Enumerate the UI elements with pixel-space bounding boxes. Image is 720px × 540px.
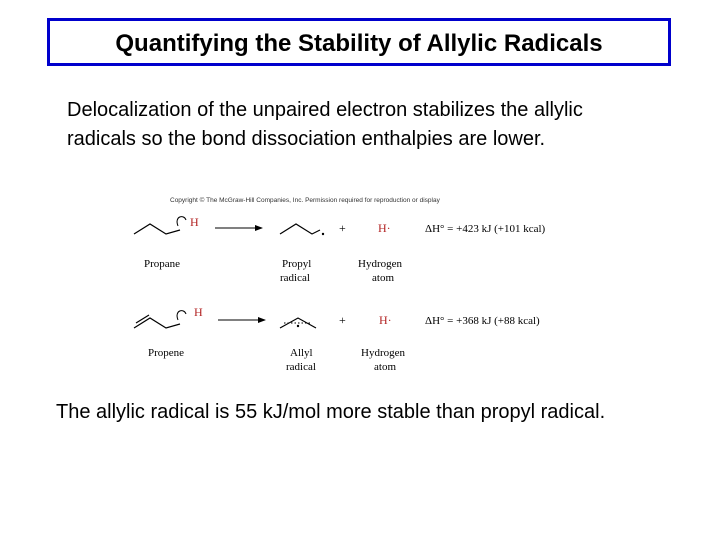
propene-curved-arrow bbox=[177, 311, 186, 320]
title-box bbox=[47, 18, 671, 66]
propene-double-bond bbox=[136, 315, 149, 323]
reaction2-hydrogen: H· bbox=[379, 313, 392, 327]
copyright-text: Copyright © The McGraw-Hill Companies, Inc. Permission required for reproduction or display bbox=[170, 197, 440, 204]
hydrogen1-label-line1: Hydrogen bbox=[358, 258, 402, 270]
reaction1-enthalpy: ΔH° = +423 kJ (+101 kcal) bbox=[425, 223, 546, 235]
propane-label: Propane bbox=[144, 258, 181, 270]
allyl-label-line2: radical bbox=[286, 361, 316, 373]
propyl-radical-skeleton bbox=[280, 224, 320, 234]
reaction2-enthalpy: ΔH° = +368 kJ (+88 kcal) bbox=[425, 315, 540, 327]
propane-h-label: H bbox=[190, 215, 199, 229]
allyl-radical-dot bbox=[297, 325, 299, 327]
hydrogen1-label-line2: atom bbox=[372, 272, 394, 284]
intro-text: Delocalization of the unpaired electron stabilizes the allylic radicals so the bond dissociation enthalpies are lower. bbox=[67, 99, 583, 150]
propyl-radical-dot bbox=[322, 233, 324, 235]
propane-skeleton bbox=[134, 224, 180, 234]
propyl-label-line2: radical bbox=[280, 272, 310, 284]
propene-h-label: H bbox=[194, 305, 203, 319]
hydrogen2-label-line2: atom bbox=[374, 361, 396, 373]
reaction1-hydrogen: H· bbox=[378, 221, 391, 235]
reaction-figure bbox=[120, 192, 590, 382]
propene-label: Propene bbox=[148, 347, 185, 359]
conclusion-text: The allylic radical is 55 kJ/mol more stable than propyl radical. bbox=[56, 401, 606, 423]
allyl-label-line1: Allyl bbox=[290, 347, 313, 359]
reaction1-plus: + bbox=[339, 221, 346, 235]
propyl-label-line1: Propyl bbox=[282, 258, 312, 270]
reaction2-plus: + bbox=[339, 313, 346, 327]
reaction-diagram bbox=[120, 192, 590, 382]
slide-title: Quantifying the Stability of Allylic Radicals bbox=[115, 30, 603, 57]
propane-curved-arrow bbox=[177, 217, 186, 226]
hydrogen2-label-line1: Hydrogen bbox=[361, 347, 405, 359]
